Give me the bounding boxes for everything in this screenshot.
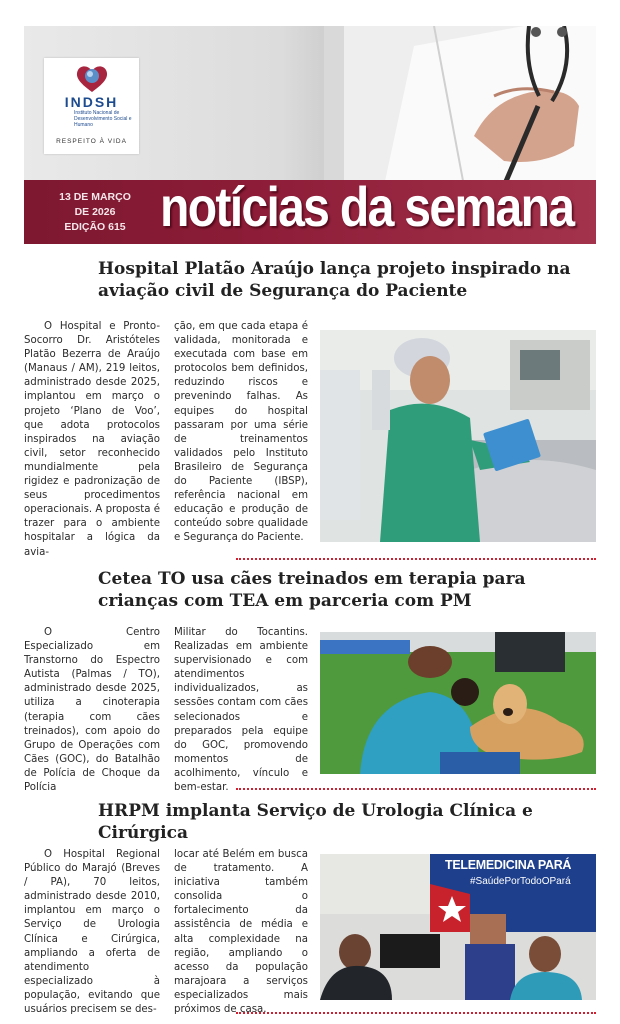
nurse-reading-photo (320, 330, 596, 542)
article-hospital-platao (24, 258, 596, 558)
telemedicine-banner-hashtag: #SaúdePorTodoOPará (470, 876, 571, 887)
edition-info (42, 190, 148, 235)
article-hrpm (24, 800, 596, 1020)
article-title: HRPM implanta Serviço de Urologia Clínica e Cirúrgica (98, 801, 533, 843)
article-column-1: O Hospital Regional Público do Marajó (Breves / PA), 70 leitos, administrado desde 2010, implantou em março o Serviço de Urologia Clínica e Cirúrgica, ampliando a oferta de atendimento especializado à população, evitando que usuários precisem se des- (24, 849, 160, 1016)
logo-name: INDSH (64, 94, 119, 110)
therapy-dog-photo (320, 632, 596, 774)
article-divider (236, 1012, 596, 1014)
article-column-2: Militar do Tocantins. Realizadas em ambiente supervisionado e com atendimentos individualizados, as sessões contam com cães selecionados e preparados pela equipe do GOC, promovendo momentos de acolhimento, vínculo e bem-estar. (174, 627, 308, 794)
edition-date: 13 DE MARÇO (59, 191, 131, 203)
edition-year: DE 2026 (74, 206, 116, 218)
article-column-2: ção, em que cada etapa é validada, monitorada e executada com base em protocolos bem definidos, reduzindo riscos e prevenindo falhas. As equipes do hospital passaram por uma série de treinamentos validados pelo Instituto Brasileiro de Segurança do Paciente (IBSP), referência nacional em educação e produção de conteúdo sobre qualidade e Segurança do Paciente. (174, 321, 308, 544)
article-divider (236, 558, 596, 560)
newsletter-header (24, 26, 596, 244)
masthead-title: notícias da semana (160, 175, 574, 238)
edition-number: EDIÇÃO 615 (64, 221, 126, 233)
article-column-2: locar até Belém em busca de tratamento. A iniciativa também consolida o fortalecimento da assistência de média e alta complexidade na região, ampliando o acesso da população marajoara a serviços especializados mais próximos de casa. (174, 849, 308, 1016)
article-column-1: O Hospital e Pronto-Socorro Dr. Aristóteles Platão Bezerra de Araújo (Manaus / AM), 219 leitos, administrado desde 2025, implantou em março o projeto ‘Plano de Voo’, que adota protocolos inspirados na aviação civil, setor reconhecido mundialmente pela rigidez e padronização de seus procedimentos operacionais. A proposta é trazer para o ambiente hospitalar a lógica da avia- (24, 321, 160, 558)
telemedicine-banner-title: TELEMEDICINA PARÁ (445, 858, 572, 872)
article-divider (236, 788, 596, 790)
indsh-logo (44, 58, 139, 154)
article-column-1: O Centro Especializado em Transtorno do Espectro Autista (Palmas / TO), administrado desde 2025, utiliza a cinoterapia (terapia com cães treinados), com apoio do Grupo de Operações com Cães (GOC), do Batalhão de Polícia de Choque da Polícia (24, 627, 160, 794)
logo-tagline: RESPEITO À VIDA (56, 138, 127, 145)
heart-globe-icon (75, 64, 109, 94)
article-title: Hospital Platão Araújo lança projeto inspirado na aviação civil de Segurança do Paciente (98, 259, 571, 301)
doctor-stethoscope-photo (324, 26, 596, 186)
article-cetea (24, 568, 596, 793)
article-title: Cetea TO usa cães treinados em terapia para crianças com TEA em parceria com PM (98, 569, 526, 611)
logo-subtitle: Instituto Nacional de Desenvolvimento Social e Humano (74, 110, 132, 128)
telemedicine-photo (320, 854, 596, 1000)
